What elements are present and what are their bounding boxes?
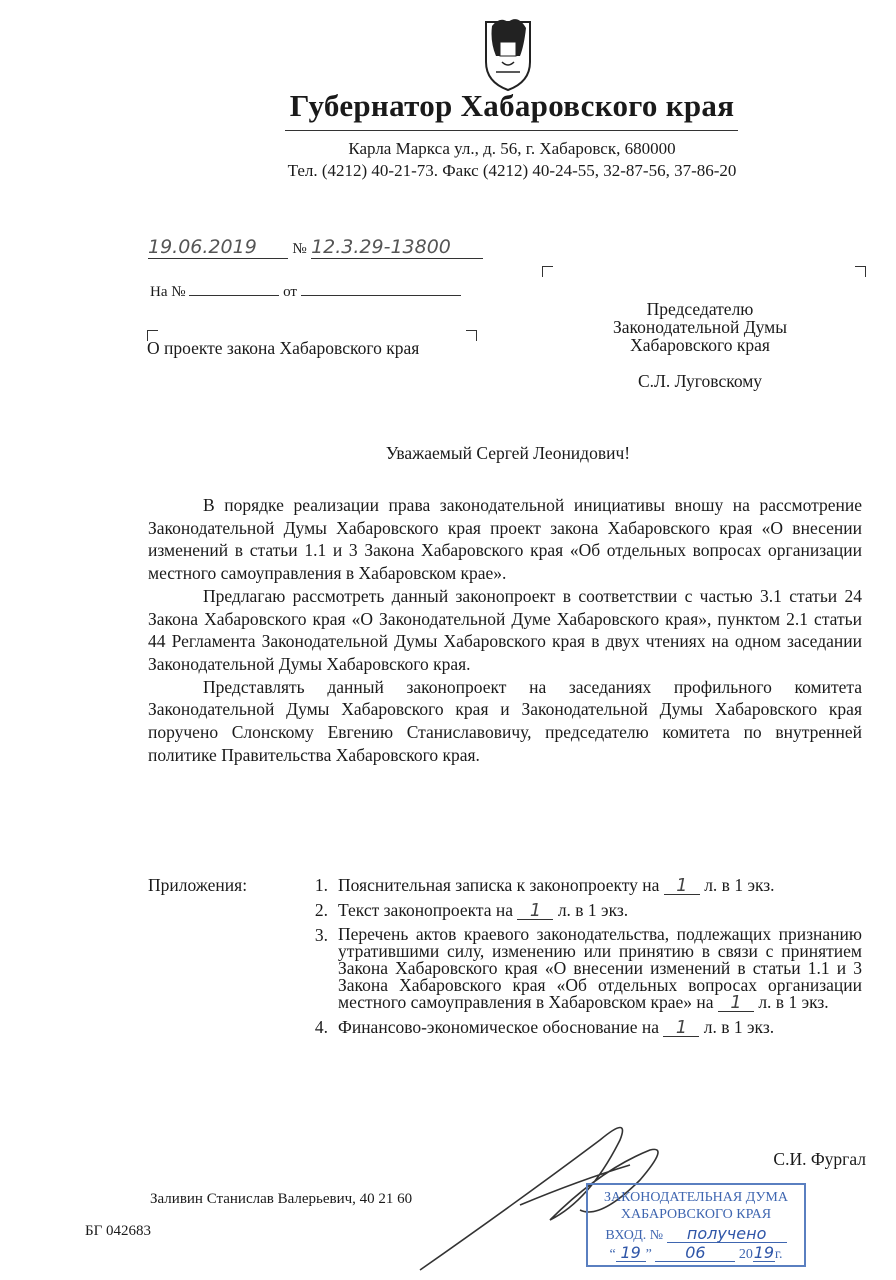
incoming-stamp: ЗАКОНОДАТЕЛЬНАЯ ДУМА ХАБАРОВСКОГО КРАЯ ВХОД. № получено “ 19 ” 06 2019г. bbox=[586, 1183, 806, 1267]
attachment-item: Финансово-экономическое обоснование на 1 л. в 1 экз. bbox=[338, 1017, 775, 1038]
recipient-name: С.Л. Луговскому bbox=[637, 371, 763, 391]
reply-label: На № bbox=[150, 284, 186, 300]
attachment-item: Перечень актов краевого законодательства, подлежащих признанию утратившими силу, изменению или принятию в связи с принятием Закона Хабаровского края «О внесении изменений в статьи 1.1 и 3 Закона Хабаровского края «Об отдельных вопросах организации местного самоуправления в Хабаровском крае» на 1 л. в 1 экз. bbox=[338, 924, 862, 1013]
signatory-name: С.И. Фургал bbox=[773, 1149, 866, 1169]
coat-of-arms-emblem bbox=[480, 12, 536, 92]
registration-line bbox=[148, 236, 483, 259]
stamp-incoming-number: получено bbox=[667, 1225, 787, 1243]
corner-mark bbox=[542, 266, 553, 277]
registration-date: 19.06.2019 bbox=[148, 236, 288, 259]
letter-body bbox=[148, 494, 862, 766]
recipient-line: Хабаровского края bbox=[630, 335, 770, 355]
address: Карла Маркса ул., д. 56, г. Хабаровск, 680000 bbox=[348, 139, 676, 158]
greeting: Уважаемый Сергей Леонидович! bbox=[385, 443, 631, 463]
corner-mark bbox=[466, 330, 477, 341]
recipient-block bbox=[580, 300, 820, 390]
number-sign: № bbox=[292, 241, 307, 257]
recipient-line: Законодательной Думы bbox=[612, 317, 787, 337]
paragraph: Предлагаю рассмотреть данный законопроект в соответствии с частью 3.1 статьи 24 Закона Хабаровского края «О Законодательной Думе Хабаровского края», пунктом 2.1 статьи 44 Регламента Законодательной Думы Хабаровского края в двух чтениях на одном заседании Законодательной Думы Хабаровского края. bbox=[148, 585, 862, 674]
registration-number: 12.3.29-13800 bbox=[311, 236, 483, 259]
document-code: БГ 042683 bbox=[85, 1223, 152, 1239]
from-label: от bbox=[283, 284, 297, 300]
subject: О проекте закона Хабаровского края bbox=[147, 338, 420, 358]
phones: Тел. (4212) 40-21-73. Факс (4212) 40-24-55, 32-87-56, 37-86-20 bbox=[287, 161, 737, 180]
corner-mark bbox=[855, 266, 866, 277]
recipient-line: Председателю bbox=[646, 299, 754, 319]
attachment-item: Текст законопроекта на 1 л. в 1 экз. bbox=[338, 900, 629, 921]
executor: Заливин Станислав Валерьевич, 40 21 60 bbox=[150, 1191, 413, 1207]
reply-line bbox=[150, 284, 461, 301]
attachments: Приложения: 1. Пояснительная записка к законопроекту на 1 л. в 1 экз. 2. Текст законопроекта на 1 л. в 1 экз. 3. Перечень актов краевого законодательства, подлежащих признанию утратившими силу, изменению или принятию в связи с принятием Закона Хабаровского края «О внесении изменений в статьи 1.1 и 3 Закона Хабаровского края «Об отдельных вопросах организации местного самоуправления в Хабаровском крае» на 1 л. в 1 экз. 4. Финансово-экономическое обоснование на 1 л. в 1 экз. bbox=[148, 875, 862, 1038]
title-rule bbox=[285, 130, 738, 131]
attachment-item: Пояснительная записка к законопроекту на 1 л. в 1 экз. bbox=[338, 875, 775, 896]
corner-mark bbox=[147, 330, 158, 341]
paragraph: В порядке реализации права законодательной инициативы вношу на рассмотрение Законодательной Думы Хабаровского края проект закона Хабаровского края «О внесении изменений в статьи 1.1 и 3 Закона Хабаровского края «Об отдельных вопросах организации местного самоуправления в Хабаровском крае». bbox=[148, 495, 862, 584]
paragraph: Представлять данный законопроект на заседаниях профильного комитета Законодательной Думы Хабаровского края и Законодательной Думы Хабаровского края поручено Слонскому Евгению Станиславовичу, председателю комитета по внутренней политике Правительства Хабаровского края. bbox=[148, 676, 862, 765]
attachments-label: Приложения: bbox=[148, 875, 248, 895]
document-title: Губернатор Хабаровского края bbox=[289, 88, 735, 123]
